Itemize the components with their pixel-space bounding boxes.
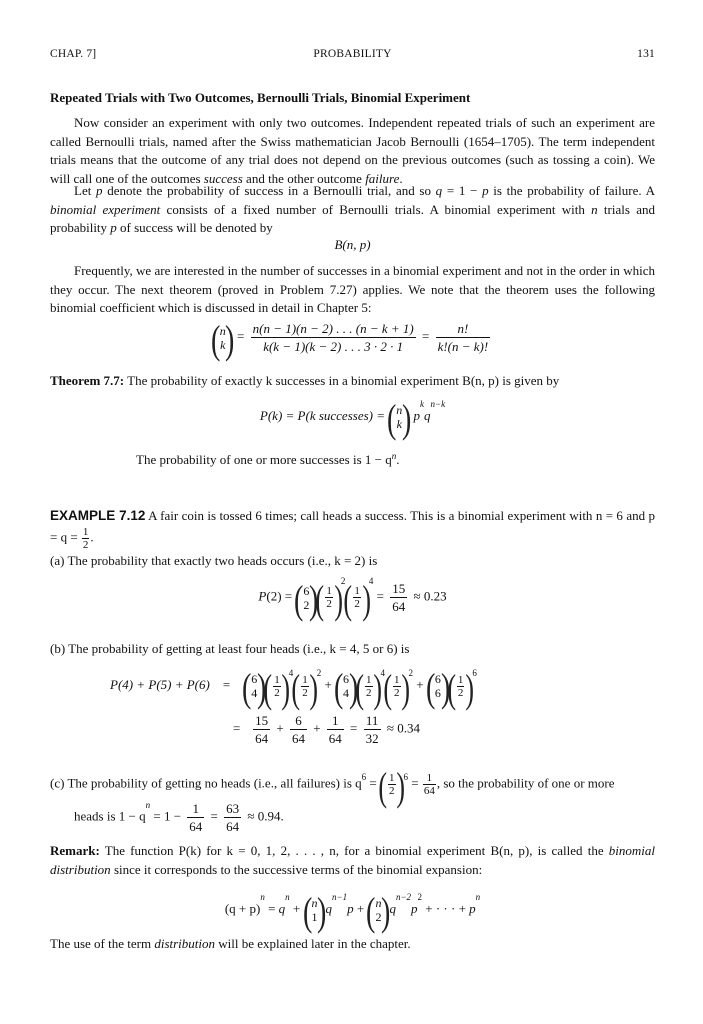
paragraph-binomial-coefficient: Frequently, we are interested in the number of successes in a binomial experiment and not in the order in which they occur. The next theorem (proved in Problem 7.27) applies. We note that the theorem uses the following binomial coefficient which is discussed in detail in Chapter 5:: [50, 263, 655, 315]
document-page: [50, 0, 655, 1024]
remark: Remark: The function P(k) for k = 0, 1, 2, . . . , n, for a binomial experiment B(n, p), is called the binomial distribution since it corresponds to the successive terms of the binomial expansion:: [50, 843, 655, 877]
example-part-c-line2: heads is $1 - q^n = 1$ − $\frac{1}{64}$ = $\frac{63}{64}$ ≈ 0.94.: [74, 800, 284, 834]
equation-part-b-line1: P(4) + P(5) + P(6) = ( 6 4 ) ( $\frac{1}{2}$ )$^4$ ( $\frac{1}{2}$ )$^2$ + ( 6 4 ) ( $\frac{1}{2}$ )$^4$ ( $\frac{1}{2}$ )$^2$ + ( 6 6 ) ( $\frac{1}{2}$ )$^6$: [110, 672, 655, 700]
header-title: PROBABILITY: [313, 48, 392, 60]
example-part-a: (a) The probability that exactly two heads occurs (i.e., k = 2) is: [50, 553, 378, 568]
theorem-formula: P(k) = P(k successes) = ( n k ) $p^kq^{n-k}$: [50, 403, 655, 431]
closing-sentence: The use of the term distribution will be explained later in the chapter.: [50, 936, 411, 951]
equation-bnp: B(n, p): [334, 237, 371, 252]
binomial-expansion: $(q + p)^n = q^n$ + ( n 1 )$q^{n-1}p$ + ( n 2 )$q^{n-2}p^2$ + · · · + $p^n$: [50, 896, 655, 924]
equation-binomial-coefficient: ( n k ) = $\frac{n(n - 1)(n - 2) . . . (n - k + 1)}{k(k - 1)(k - 2) . . . 3 \cdot 2 \cdot 1}$ = $\frac{n!}{k!(n - k)!}$: [50, 320, 655, 355]
theorem-statement: Theorem 7.7: The probability of exactly k successes in a binomial experiment B(n, p) is given by: [50, 373, 560, 388]
page-number: 131: [637, 48, 655, 60]
equation-part-a: P(2) = ( 6 2 ) ( $\frac{1}{2}$ )$^2$ ( $\frac{1}{2}$ )$^4$ = $\frac{15}{64}$ ≈ 0.23: [50, 580, 655, 615]
example-part-c: (c) The probability of getting no heads (i.e., all failures) is $q^6$ = ( $\frac{1}{2}$ ) $^6$ = $\frac{1}{64}$ , so the probability of one or more: [50, 772, 655, 797]
chapter-label: CHAP. 7]: [50, 48, 97, 60]
section-title: Repeated Trials with Two Outcomes, Bernoulli Trials, Binomial Experiment: [50, 90, 471, 105]
example-part-b: (b) The probability of getting at least four heads (i.e., k = 4, 5 or 6) is: [50, 641, 410, 656]
paragraph-bernoulli: Now consider an experiment with only two outcomes. Independent repeated trials of such an experiment are called Bernoulli trials, named after the Swiss mathematician Jacob Bernoulli (1654–1705). The term independent trials means that the outcome of any trial does not depend on the previous outcomes (such as tossing a coin). We will call one of the outcomes success and the other outcome failure.: [50, 115, 655, 186]
theorem-note: The probability of one or more successes is $1 - q^n$.: [136, 451, 400, 467]
running-header: [50, 48, 655, 62]
equation-part-b-line2: = $\frac{15}{64}$ + $\frac{6}{64}$ + $\frac{1}{64}$ = $\frac{11}{32}$ ≈ 0.34: [233, 713, 421, 746]
paragraph-binomial-experiment: Let p denote the probability of success in a Bernoulli trial, and so q = 1 − p is the probability of failure. A binomial experiment consists of a fixed number of Bernoulli trials. A binomial experiment with n trials and probability p of success will be denoted by: [50, 183, 655, 235]
example-intro: EXAMPLE 7.12 A fair coin is tossed 6 times; call heads a success. This is a binomial experiment with n = 6 and p = q = $\frac{1}{2}$ .: [50, 508, 655, 551]
